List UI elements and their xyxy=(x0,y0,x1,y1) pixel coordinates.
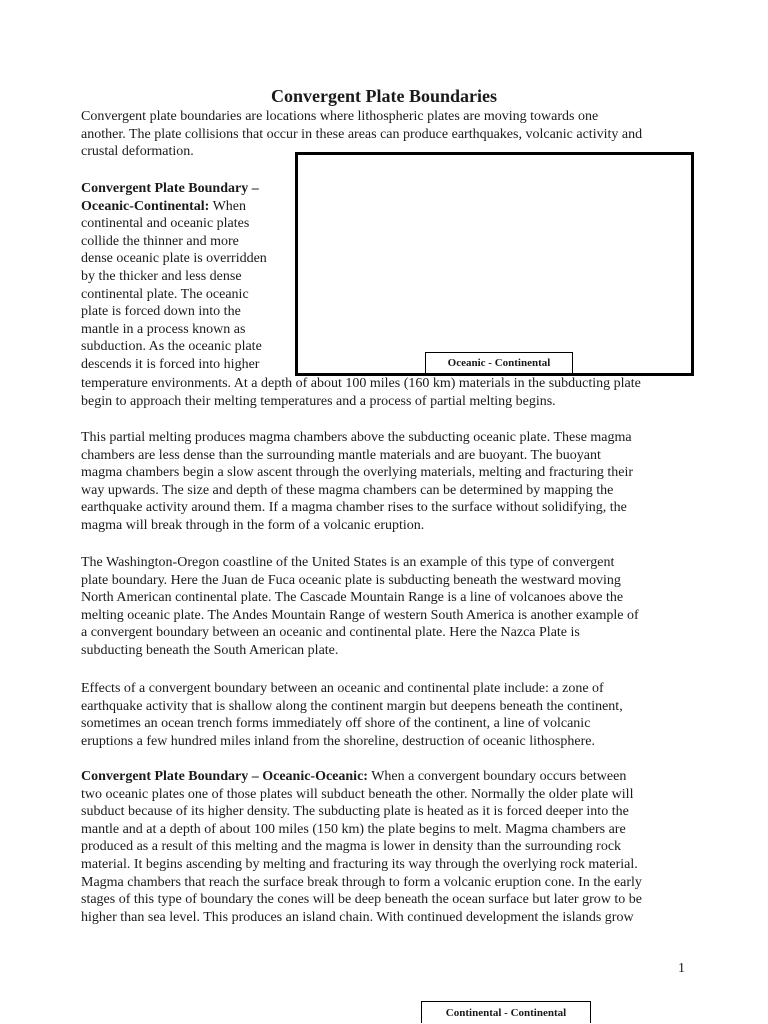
effects-paragraph: Effects of a convergent boundary between an oceanic and continental plate include: a zone of earthquake activity that is shallow along the continent margin but deepens beneath the continent, sometimes an ocean trench forms immediately off shore of the continent, a line of volcanic eruptions a few hundred miles inland from the shoreline, destruction of oceanic lithosphere. xyxy=(81,681,623,749)
figure-caption-oceanic-continental: Oceanic - Continental xyxy=(425,352,573,374)
section1-paragraph xyxy=(81,180,296,374)
page-number: 1 xyxy=(678,961,685,976)
magma-paragraph: This partial melting produces magma chambers above the subducting oceanic plate. These magma chambers are less dense than the surrounding mantle materials and are buoyant. The buoyant magma chambers begin a slow ascent through the overlying materials, melting and fracturing their way upwards. The size and depth of these magma chambers can be determined by mapping the earthquake activity around them. If a magma chamber rises to the surface without solidifying, the magma will break through in the form of a volcanic eruption. xyxy=(81,430,634,533)
washington-oregon-paragraph: The Washington-Oregon coastline of the United States is an example of this type of convergent plate boundary. Here the Juan de Fuca oceanic plate is subducting beneath the westward moving North American continental plate. The Cascade Mountain Range is a line of volcanoes above the melting oceanic plate. The Andes Mountain Range of western South America is another example of a convergent boundary between an oceanic and continental plate. Here the Nazca Plate is subducting beneath the South American plate. xyxy=(81,555,639,658)
section1-text-wrapped: When continental and oceanic plates collide the thinner and more dense oceanic plate is overridden by the thicker and less dense continental plate. The oceanic plate is forced down into the mantle in a process known as subduction. As the oceanic plate descends it is forced into higher xyxy=(81,198,267,372)
section1-heading: Convergent Plate Boundary – Oceanic-Continental: xyxy=(81,181,259,214)
intro-paragraph: Convergent plate boundaries are locations where lithospheric plates are moving towards one another. The plate collisions that occur in these areas can produce earthquakes, volcanic activity and crustal deformation. xyxy=(81,109,643,160)
section1-continuation: temperature environments. At a depth of about 100 miles (160 km) materials in the subducting plate begin to approach their melting temperatures and a process of partial melting begins. xyxy=(81,376,641,409)
oceanic-continental-figure xyxy=(295,152,694,376)
section2-paragraph xyxy=(81,768,693,926)
page-title: Convergent Plate Boundaries xyxy=(271,86,497,106)
section2-heading: Convergent Plate Boundary – Oceanic-Oceanic: xyxy=(81,769,368,784)
section2-text: When a convergent boundary occurs between two oceanic plates one of those plates will subduct beneath the other. Normally the older plate will subduct because of its higher density. The subducting plate is heated as it is forced deeper into the mantle and at a depth of about 100 miles (150 km) the plate begins to melt. Magma chambers are produced as a result of this melting and the magma is lower in density than the surrounding rock material. It begins ascending by melting and fracturing its way through the overlying rock material. Magma chambers that reach the surface break through to form a volcanic eruption cone. In the early stages of this type of boundary the cones will be deep beneath the ocean surface but later grow to be higher than sea level. This produces an island chain. With continued development the islands grow xyxy=(81,769,642,925)
figure-caption-continental-continental: Continental - Continental xyxy=(421,1001,591,1023)
